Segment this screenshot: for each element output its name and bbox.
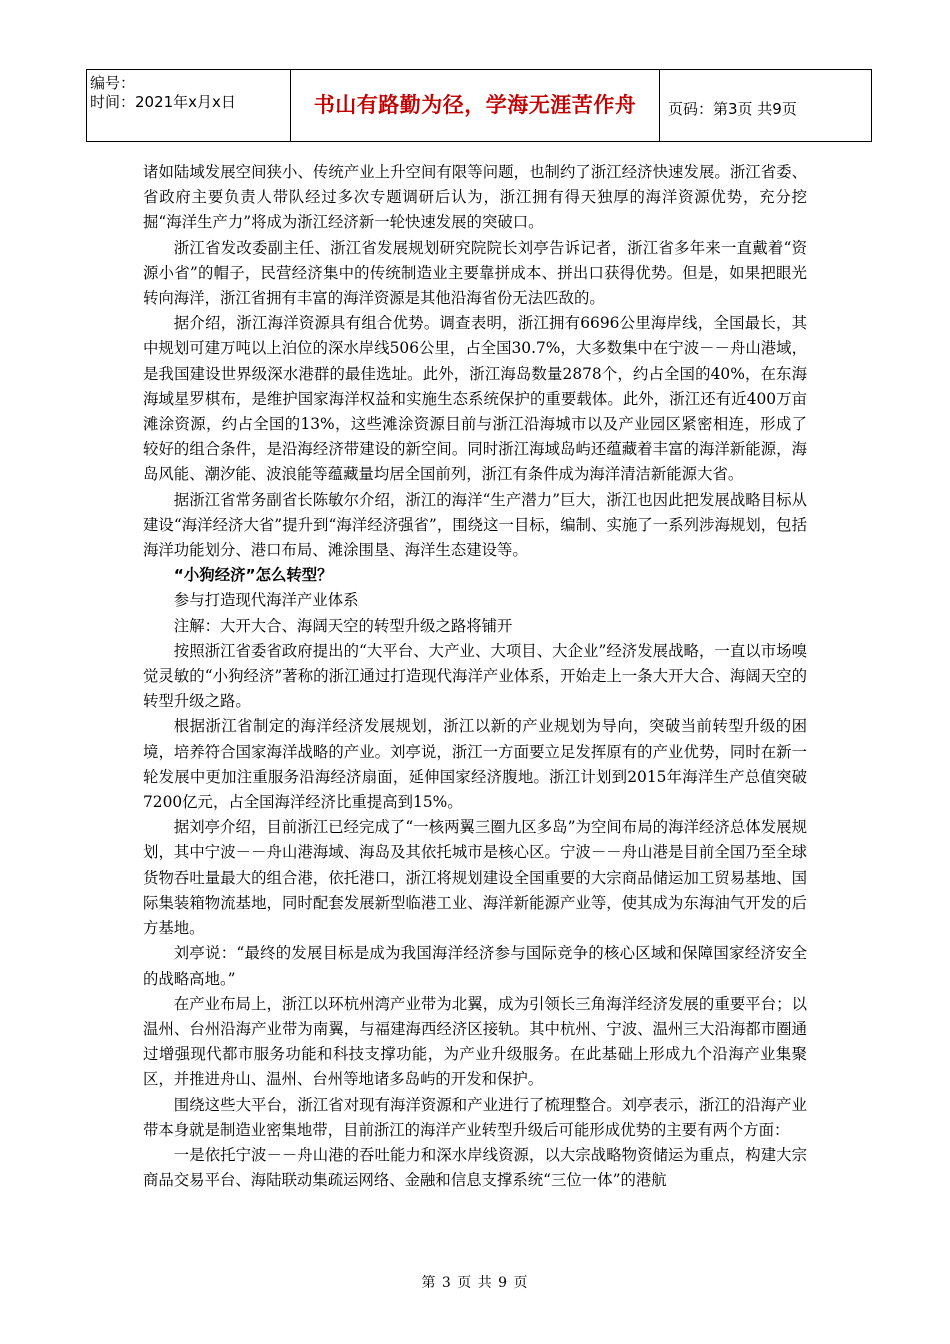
- page-header: [86, 69, 872, 142]
- header-motto-cell: [291, 70, 660, 141]
- section-note: 注解：大开大合、海阔天空的转型升级之路将铺开: [173, 616, 513, 635]
- document-body: [143, 160, 807, 1193]
- body-paragraph: 按照浙江省委省政府提出的“大平台、大产业、大项目、大企业”经济发展战略，一直以市场嗅觉灵敏的“小狗经济”著称的浙江通过打造现代海洋产业体系，开始走上一条大开大合、海阔天空的转型升级之路。: [143, 641, 807, 711]
- body-paragraph: 据介绍，浙江海洋资源具有组合优势。调查表明，浙江拥有6696公里海岸线，全国最长，其中规划可建万吨以上泊位的深水岸线506公里，占全国30.7%，大多数集中在宁波－－舟山港域，是我国建设世界级深水港群的最佳选址。此外，浙江海岛数量2878个，约占全国的40%，在东海海域星罗棋布，是维护国家海洋权益和实施生态系统保护的重要载体。此外，浙江还有近400万亩滩涂资源，约占全国的13%，这些滩涂资源目前与浙江沿海城市以及产业园区紧密相连，形成了较好的组合条件，是沿海经济带建设的新空间。同时浙江海域岛屿还蕴藏着丰富的海洋新能源，海岛风能、潮汐能、波浪能等蕴藏量均居全国前列，浙江有条件成为海洋清洁新能源大省。: [143, 314, 807, 484]
- body-paragraph: 浙江省发改委副主任、浙江省发展规划研究院院长刘亭告诉记者，浙江省多年来一直戴着“资源小省”的帽子，民营经济集中的传统制造业主要靠拼成本、拼出口获得优势。但是，如果把眼光转向海洋，浙江省拥有丰富的海洋资源是其他沿海省份无法匹敌的。: [143, 238, 807, 308]
- body-paragraph: 在产业布局上，浙江以环杭州湾产业带为北翼，成为引领长三角海洋经济发展的重要平台；以温州、台州沿海产业带为南翼，与福建海西经济区接轨。其中杭州、宁波、温州三大沿海都市圈通过增强现代都市服务功能和科技支撑功能，为产业升级服务。在此基础上形成九个沿海产业集聚区，并推进舟山、温州、台州等地诸多岛屿的开发和保护。: [143, 994, 807, 1089]
- document-time-label: 时间：2021年x月x日: [90, 93, 236, 111]
- document-number-label: 编号：: [90, 74, 136, 92]
- header-page-info-cell: [660, 70, 871, 141]
- header-meta: [87, 70, 291, 141]
- header-motto: 书山有路勤为径，学海无涯苦作舟: [313, 93, 637, 117]
- body-paragraph: 刘亭说：“最终的发展目标是成为我国海洋经济参与国际竞争的核心区域和保障国家经济安全的战略高地。”: [143, 944, 807, 988]
- body-paragraph: 据刘亭介绍，目前浙江已经完成了“一核两翼三圈九区多岛”为空间布局的海洋经济总体发展规划，其中宁波－－舟山港海域、海岛及其依托城市是核心区。宁波－－舟山港是目前全国乃至全球货物吞吐量最大的组合港，依托港口，浙江将规划建设全国重要的大宗商品储运加工贸易基地、国际集装箱物流基地，同时配套发展新型临港工业、海洋新能源产业等，使其成为东海油气开发的后方基地。: [143, 818, 807, 938]
- section-heading: “小狗经济”怎么转型？: [173, 566, 333, 585]
- body-paragraph: 诸如陆域发展空间狭小、传统产业上升空间有限等问题，也制约了浙江经济快速发展。浙江省委、省政府主要负责人带队经过多次专题调研后认为，浙江拥有得天独厚的海洋资源优势，充分挖掘“海洋生产力”将成为浙江经济新一轮快速发展的突破口。: [143, 163, 807, 232]
- body-paragraph: 据浙江省常务副省长陈敏尔介绍，浙江的海洋“生产潜力”巨大，浙江也因此把发展战略目标从建设“海洋经济大省”提升到“海洋经济强省”，围绕这一目标，编制、实施了一系列涉海规划，包括海洋功能划分、港口布局、滩涂围垦、海洋生态建设等。: [143, 490, 807, 560]
- header-page-info: 页码：第3页 共9页: [668, 100, 797, 118]
- body-paragraph: 一是依托宁波－－舟山港的吞吐能力和深水岸线资源，以大宗战略物资储运为重点，构建大宗商品交易平台、海陆联动集疏运网络、金融和信息支撑系统“三位一体”的港航: [143, 1145, 807, 1190]
- body-paragraph: 根据浙江省制定的海洋经济发展规划，浙江以新的产业规划为导向，突破当前转型升级的困境，培养符合国家海洋战略的产业。刘亭说，浙江一方面要立足发挥原有的产业优势，同时在新一轮发展中更加注重服务沿海经济扇面，延伸国家经济腹地。浙江计划到2015年海洋生产总值突破7200亿元，占全国海洋经济比重提高到15%。: [143, 717, 807, 812]
- body-paragraph: 围绕这些大平台，浙江省对现有海洋资源和产业进行了梳理整合。刘亭表示，浙江的沿海产业带本身就是制造业密集地带，目前浙江的海洋产业转型升级后可能形成优势的主要有两个方面：: [143, 1095, 807, 1139]
- section-subheading: 参与打造现代海洋产业体系: [173, 591, 359, 610]
- page-footer: 第 3 页 共 9 页: [421, 1275, 529, 1291]
